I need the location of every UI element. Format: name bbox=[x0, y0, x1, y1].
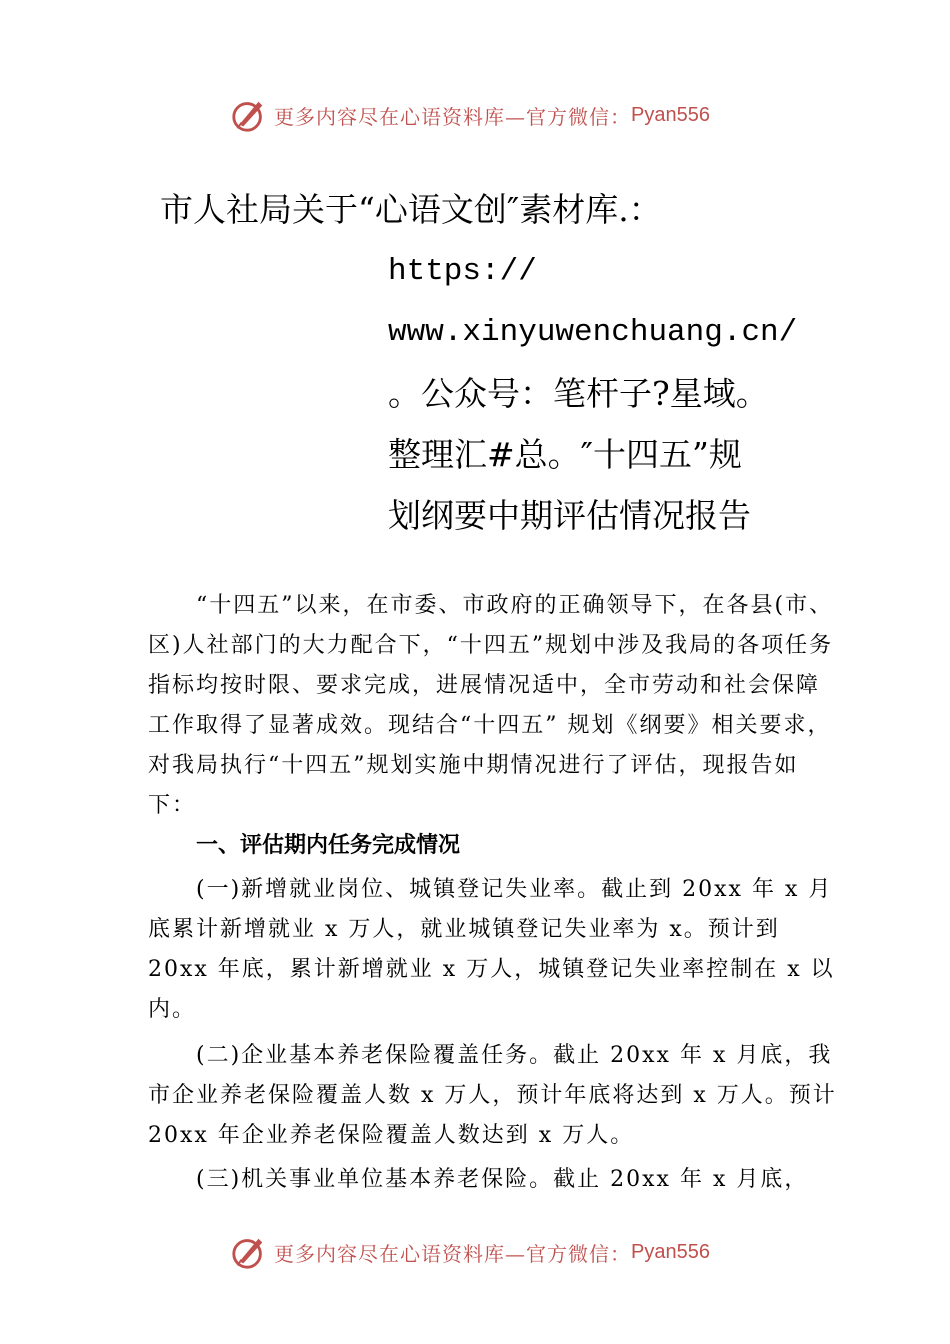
footer-watermark-banner bbox=[230, 1232, 750, 1272]
item-1-paragraph: (一)新增就业岗位、城镇登记失业率。截止到 20xx 年 x 月底累计新增就业 x 万人，就业城镇登记失业率为 x。预计到 20xx 年底，累计新增就业 x 万人，城镇登记失业率控制在 x 以内。 bbox=[148, 877, 835, 1022]
banner-handle: Pyan556 bbox=[631, 1240, 710, 1263]
title-line-3: www.xinyuwenchuang.cn/ bbox=[388, 315, 798, 350]
title-line-1: 市人社局关于“心语文创″素材库.： bbox=[160, 190, 662, 229]
section-heading-1: 一、评估期内任务完成情况 bbox=[196, 833, 461, 858]
quill-logo-icon bbox=[230, 96, 268, 134]
title-line-6: 划纲要中期评估情况报告 bbox=[388, 496, 751, 535]
quill-logo-icon bbox=[230, 1233, 268, 1271]
title-line-4: 。公众号：笔杆子?星域。 bbox=[388, 374, 769, 413]
title-line-2: https:// bbox=[388, 254, 537, 289]
banner-handle: Pyan556 bbox=[631, 103, 710, 126]
item-2-paragraph: (二)企业基本养老保险覆盖任务。截止 20xx 年 x 月底，我市企业养老保险覆盖人数 x 万人，预计年底将达到 x 万人。预计 20xx 年企业养老保险覆盖人数达到 x 万人。 bbox=[148, 1043, 837, 1148]
banner-text: 更多内容尽在心语资料库—官方微信： bbox=[274, 104, 631, 129]
intro-paragraph: “十四五”以来，在市委、市政府的正确领导下，在各县(市、区)人社部门的大力配合下，“十四五”规划中涉及我局的各项任务指标均按时限、要求完成，进展情况适中，全市劳动和社会保障工作取得了显著成效。现结合“十四五” 规划《纲要》相关要求，对我局执行“十四五”规划实施中期情况进行了评估，现报告如下： bbox=[148, 593, 834, 818]
item-3-paragraph: (三)机关事业单位基本养老保险。截止 20xx 年 x 月底， bbox=[196, 1167, 809, 1192]
header-watermark-banner bbox=[230, 95, 750, 135]
title-line-5: 整理汇#总。″十四五”规 bbox=[388, 435, 742, 474]
banner-text: 更多内容尽在心语资料库—官方微信： bbox=[274, 1241, 631, 1266]
